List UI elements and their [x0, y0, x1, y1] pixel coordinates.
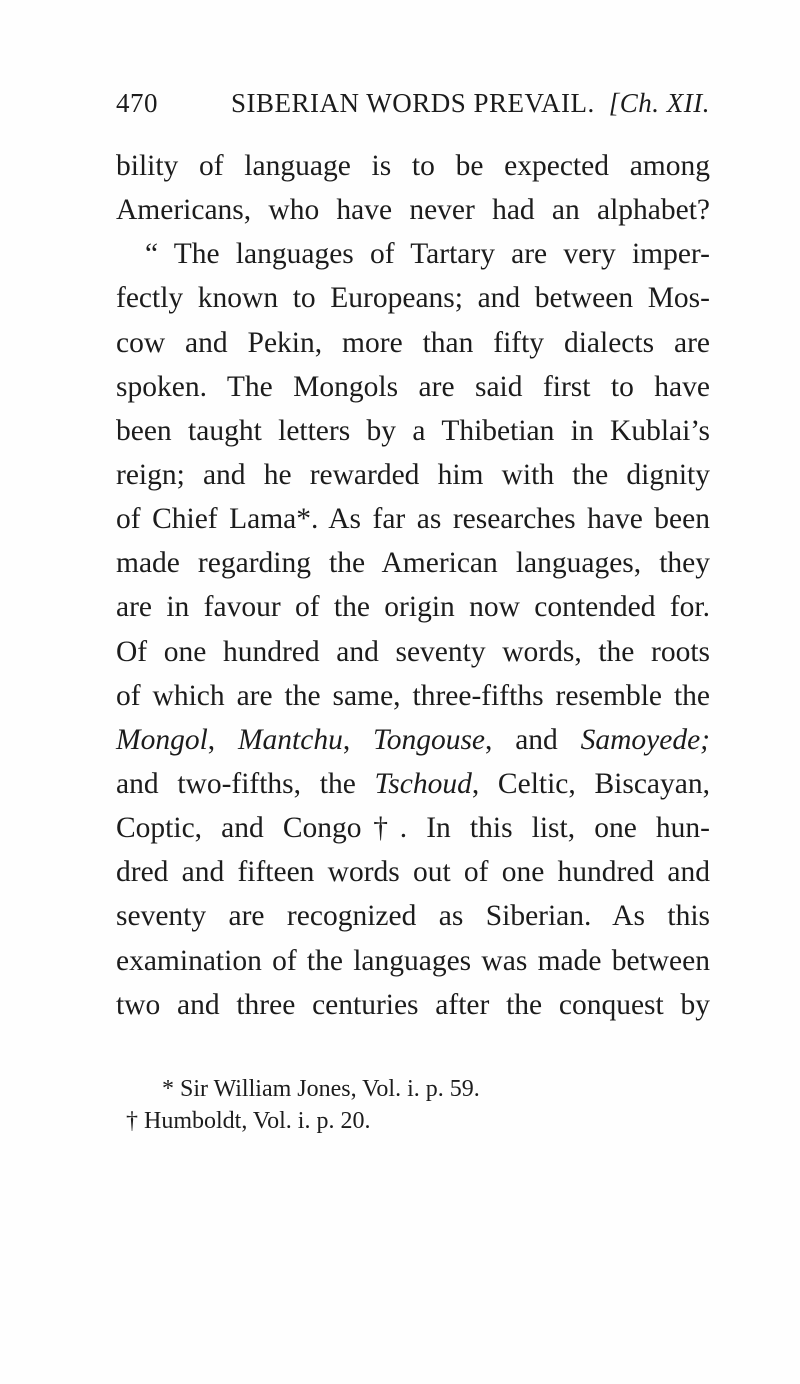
text-line: [116, 762, 710, 806]
text-line: Coptic, and Congo†. In this list, one hun-: [116, 812, 710, 845]
italic-word: Samoyede;: [580, 723, 711, 756]
text-line: “ The languages of Tartary are very imper-: [145, 238, 710, 271]
italic-word: Mongol: [116, 723, 208, 756]
text-line: Americans, who have never had an alphabet?: [116, 194, 710, 227]
footnote: * Sir William Jones, Vol. i. p. 59.: [162, 1076, 480, 1102]
body-text: [116, 144, 710, 1027]
text-line: [116, 718, 710, 762]
text-fragment: ,: [342, 723, 373, 756]
text-fragment: and two-fifths, the: [116, 767, 375, 800]
italic-word: Tschoud: [374, 767, 472, 800]
text-line: bility of language is to be expected among: [116, 150, 710, 182]
running-title: SIBERIAN WORDS PREVAIL.: [231, 88, 595, 118]
text-fragment: ,: [207, 723, 238, 756]
text-line: examination of the languages was made between: [116, 944, 710, 977]
text-line: of Chief Lama*. As far as researches have been: [116, 503, 710, 536]
text-line: cow and Pekin, more than fifty dialects are: [116, 326, 710, 359]
footnote: † Humboldt, Vol. i. p. 20.: [126, 1108, 371, 1134]
page-number: 470: [116, 88, 158, 118]
running-head: [116, 88, 710, 128]
text-line: Of one hundred and seventy words, the roots: [116, 635, 710, 668]
chapter-reference: [Ch. XII.: [608, 88, 710, 118]
text-line: been taught letters by a Thibetian in Kublai’s: [116, 414, 710, 447]
text-line: reign; and he rewarded him with the dignity: [116, 458, 710, 491]
text-line: of which are the same, three-fifths resemble the: [116, 679, 710, 712]
footnotes: [116, 1073, 710, 1137]
text-line: two and three centuries after the conquest by: [116, 988, 710, 1021]
text-line: seventy are recognized as Siberian. As this: [116, 900, 710, 933]
text-line: are in favour of the origin now contended for.: [116, 591, 710, 624]
text-fragment: , and: [485, 723, 581, 756]
text-line: fectly known to Europeans; and between Mos-: [116, 282, 710, 315]
text-line: spoken. The Mongols are said first to have: [116, 370, 710, 403]
text-line: dred and fifteen words out of one hundred and: [116, 856, 710, 889]
text-fragment: , Celtic, Biscayan,: [471, 767, 710, 800]
italic-word: Mantchu: [237, 723, 343, 756]
text-line: made regarding the American languages, they: [116, 547, 710, 580]
italic-word: Tongouse: [373, 723, 486, 756]
